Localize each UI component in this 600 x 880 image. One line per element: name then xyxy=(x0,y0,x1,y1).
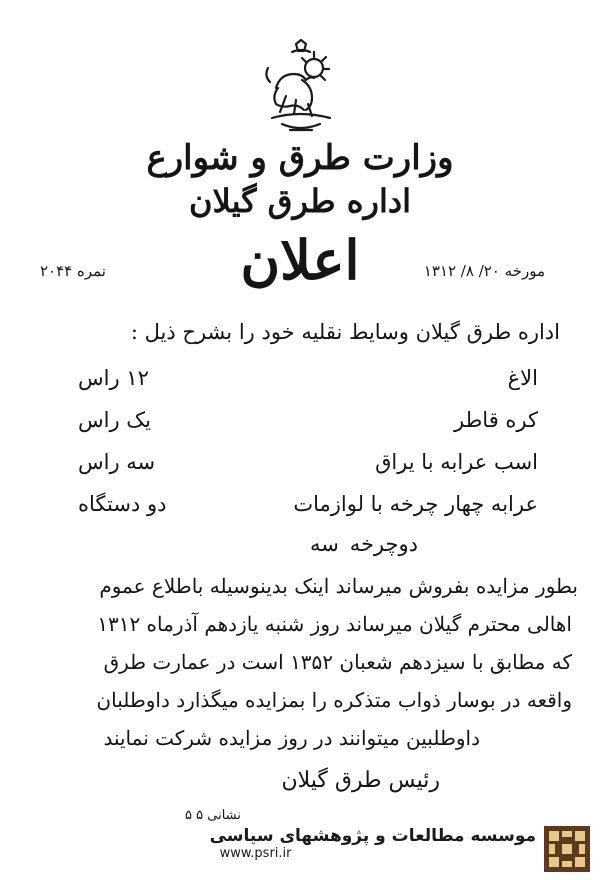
item-name: دوچرخه xyxy=(349,532,418,556)
list-item xyxy=(60,408,538,442)
number-line: نمره ۲۰۴۴ xyxy=(40,262,106,280)
body-line: واقعه در بوسار ذواب متذکره را بمزایده میگذارد داوطلبان xyxy=(96,688,572,712)
item-name: عرابه چهار چرخه با لوازمات xyxy=(293,492,538,516)
lion-and-sun-icon xyxy=(262,38,340,138)
body-line: داوطلبین میتوانند در روز مزایده شرکت نمایند xyxy=(103,726,480,750)
list-item xyxy=(60,532,538,566)
watermark-url: www.psri.ir xyxy=(219,846,292,861)
body-line: که مطابق با سیزدهم شعبان ۱۳۵۲ است در عمارت طرق xyxy=(103,650,572,674)
ministry-title: وزارت طرق و شوارع xyxy=(146,138,454,178)
footnote-line: نشانی ۵ ۵ xyxy=(185,808,241,823)
body-line: بطور مزایده بفروش میرساند اینک بدینوسیله باطلاع عموم xyxy=(99,574,578,598)
list-item xyxy=(60,450,538,484)
list-item xyxy=(60,366,538,400)
item-quantity: دو دستگاه xyxy=(78,492,167,516)
office-title: اداره طرق گیلان xyxy=(189,182,411,220)
watermark-text xyxy=(210,826,536,861)
item-quantity: سه xyxy=(310,532,339,556)
watermark-name: موسسه مطالعات و پژوهشهای سیاسی xyxy=(209,826,536,846)
item-name: الاغ xyxy=(507,366,538,390)
item-quantity: ۱۲ راس xyxy=(78,366,149,390)
body-line: اهالی محترم گیلان میرساند روز شنبه یازدهم آذرماه ۱۳۱۲ xyxy=(97,612,572,636)
signature-line: رئیس طرق گیلان xyxy=(281,768,440,793)
psri-logo-icon xyxy=(544,826,590,872)
item-name: کره قاطر xyxy=(454,408,538,432)
date-line: مورخه ۲۰/ ۸/ ۱۳۱۲ xyxy=(423,262,545,280)
item-name: اسب عرابه با یراق xyxy=(375,450,538,474)
item-quantity: یک راس xyxy=(78,408,151,432)
list-item xyxy=(60,492,538,526)
notice-heading: اعلان xyxy=(240,228,360,292)
item-quantity: سه راس xyxy=(78,450,156,474)
intro-line: اداره طرق گیلان وسایط نقلیه خود را بشرح ذیل : xyxy=(130,320,560,344)
